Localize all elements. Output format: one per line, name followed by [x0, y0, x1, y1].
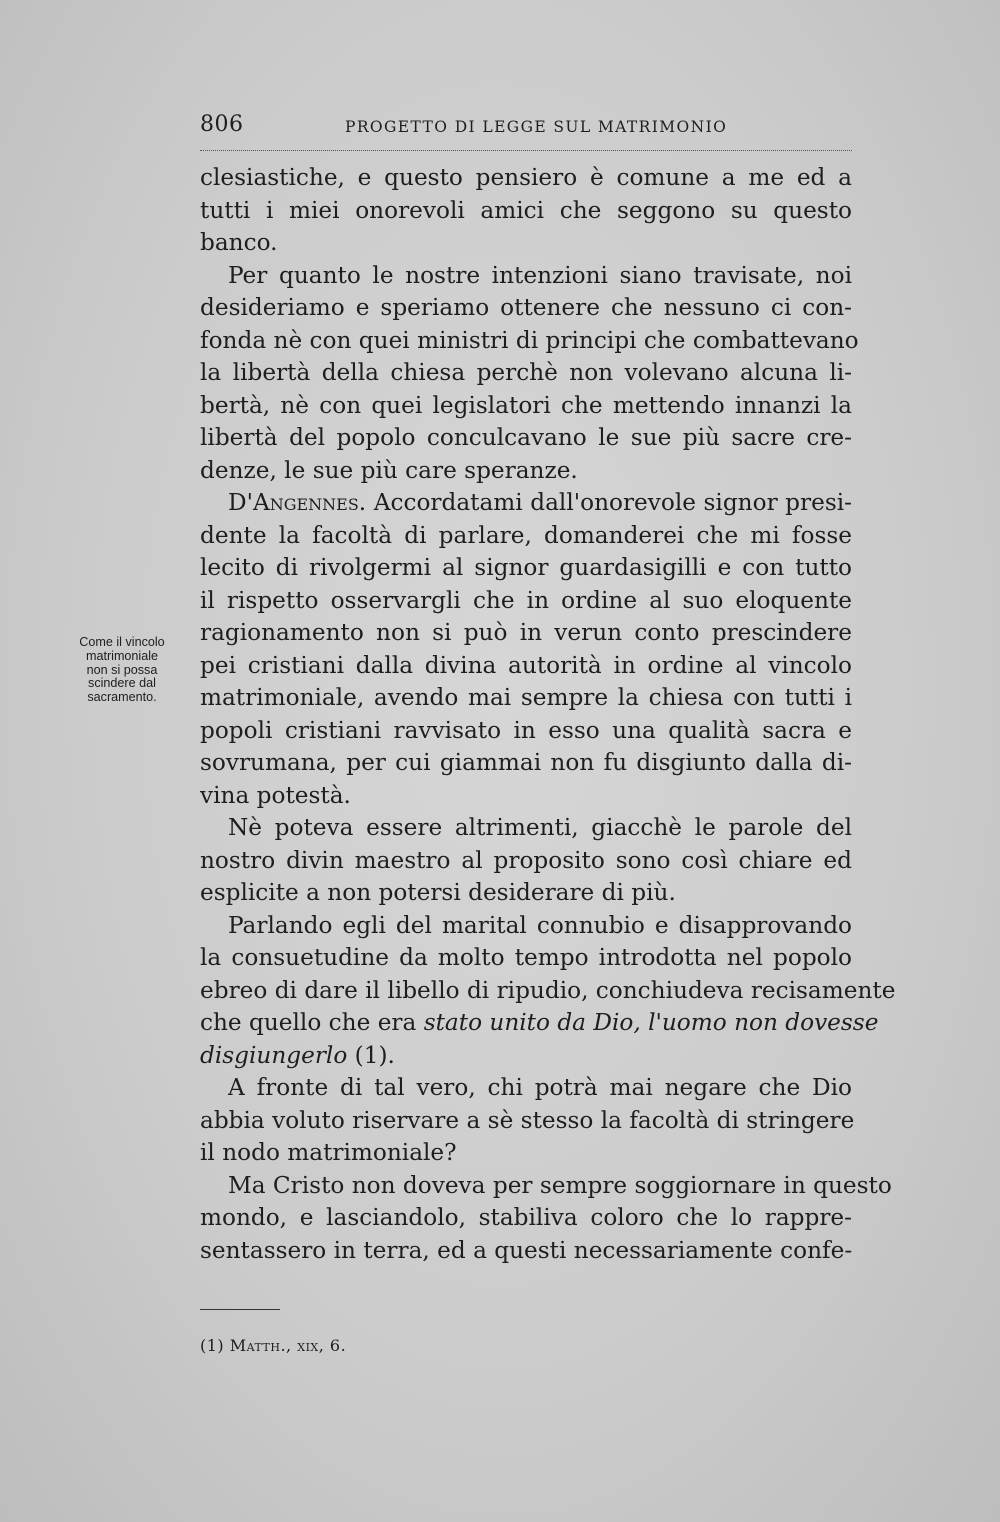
margin-note	[58, 636, 186, 705]
text-line: clesiastiche, e questo pensiero è comune a me ed a	[200, 164, 852, 191]
text-line: ebreo di dare il libello di ripudio, conchiudeva recisamente	[200, 976, 896, 1004]
text-line: sentassero in terra, ed a questi necessariamente confe-	[200, 1236, 853, 1264]
text-line: Ma Cristo non doveva per sempre soggiornare in questo	[228, 1171, 892, 1199]
text-line: la consuetudine da molto tempo introdotta nel popolo	[200, 944, 852, 971]
text-line: denze, le sue più care speranze.	[200, 456, 578, 484]
footnote-reference: xix, 6.	[297, 1336, 347, 1355]
body-text	[200, 162, 896, 1267]
text-line: D'Angennes. Accordatami dall'onorevole signor presi-	[228, 489, 852, 516]
footnote	[200, 1336, 346, 1355]
text-line: esplicite a non potersi desiderare di più.	[200, 879, 676, 906]
text-line: libertà del popolo conculcavano le sue più sacre cre-	[200, 424, 852, 451]
text-line: sovrumana, per cui giammai non fu disgiunto dalla di-	[200, 749, 852, 776]
footnote-marker: (1)	[200, 1336, 225, 1355]
text-line: popoli cristiani ravvisato in esso una qualità sacra e	[200, 716, 852, 744]
text-line: desideriamo e speriamo ottenere che nessuno ci con-	[200, 294, 852, 321]
text-line: nostro divin maestro al proposito sono così chiare ed	[200, 846, 852, 874]
text-line: Parlando egli del marital connubio e disapprovando	[228, 911, 852, 939]
speaker-name: D'Angennes.	[228, 489, 367, 516]
footnote-rule	[200, 1309, 280, 1310]
text-line: Per quanto le nostre intenzioni siano travisate, noi	[228, 261, 852, 289]
header-rule	[200, 150, 852, 151]
text-line: che quello che era stato unito da Dio, l'uomo non dovesse	[200, 1009, 879, 1036]
text-line: dente la facoltà di parlare, domanderei che mi fosse	[200, 521, 852, 549]
text-line: banco.	[200, 229, 278, 256]
text-line: il nodo matrimoniale?	[200, 1139, 457, 1166]
text-line: lecito di rivolgermi al signor guardasigilli e con tutto	[200, 554, 852, 581]
margin-note-line: sacramento.	[87, 690, 157, 705]
text-line: tutti i miei onorevoli amici che seggono su questo	[200, 196, 852, 224]
margin-note-line: non si possa	[86, 662, 158, 677]
margin-note-line: scindere dal	[88, 676, 156, 691]
italic-quote: stato unito da Dio, l'uomo non dovesse	[423, 1009, 879, 1036]
text-line: il rispetto osservargli che in ordine al suo eloquente	[200, 586, 852, 614]
page-header	[200, 112, 852, 146]
text-line: pei cristiani dalla divina autorità in ordine al vincolo	[200, 651, 852, 679]
text-line: la libertà della chiesa perchè non volevano alcuna li-	[200, 359, 852, 386]
text-line: ragionamento non si può in verun conto prescindere	[200, 619, 852, 646]
italic-quote: disgiungerlo	[200, 1041, 348, 1069]
running-title: PROGETTO DI LEGGE SUL MATRIMONIO	[345, 118, 728, 136]
text-line: disgiungerlo (1).	[200, 1041, 395, 1069]
text-line: A fronte di tal vero, chi potrà mai negare che Dio	[228, 1074, 852, 1101]
text-line: fonda nè con quei ministri di principi che combattevano	[200, 326, 859, 354]
text-line: Nè poteva essere altrimenti, giacchè le parole del	[228, 814, 852, 841]
text-line: vina potestà.	[200, 781, 351, 809]
margin-note-line: matrimoniale	[85, 648, 159, 663]
text-line: mondo, e lasciandolo, stabiliva coloro che lo rappre-	[200, 1204, 852, 1231]
text-line: matrimoniale, avendo mai sempre la chiesa con tutti i	[200, 684, 852, 711]
text-line: abbia voluto riservare a sè stesso la facoltà di stringere	[200, 1106, 855, 1134]
page-number: 806	[200, 112, 244, 137]
footnote-source: Matth.,	[229, 1336, 292, 1355]
margin-note-line: Come il vincolo	[79, 635, 165, 649]
text-line: bertà, nè con quei legislatori che mettendo innanzi la	[200, 391, 852, 419]
